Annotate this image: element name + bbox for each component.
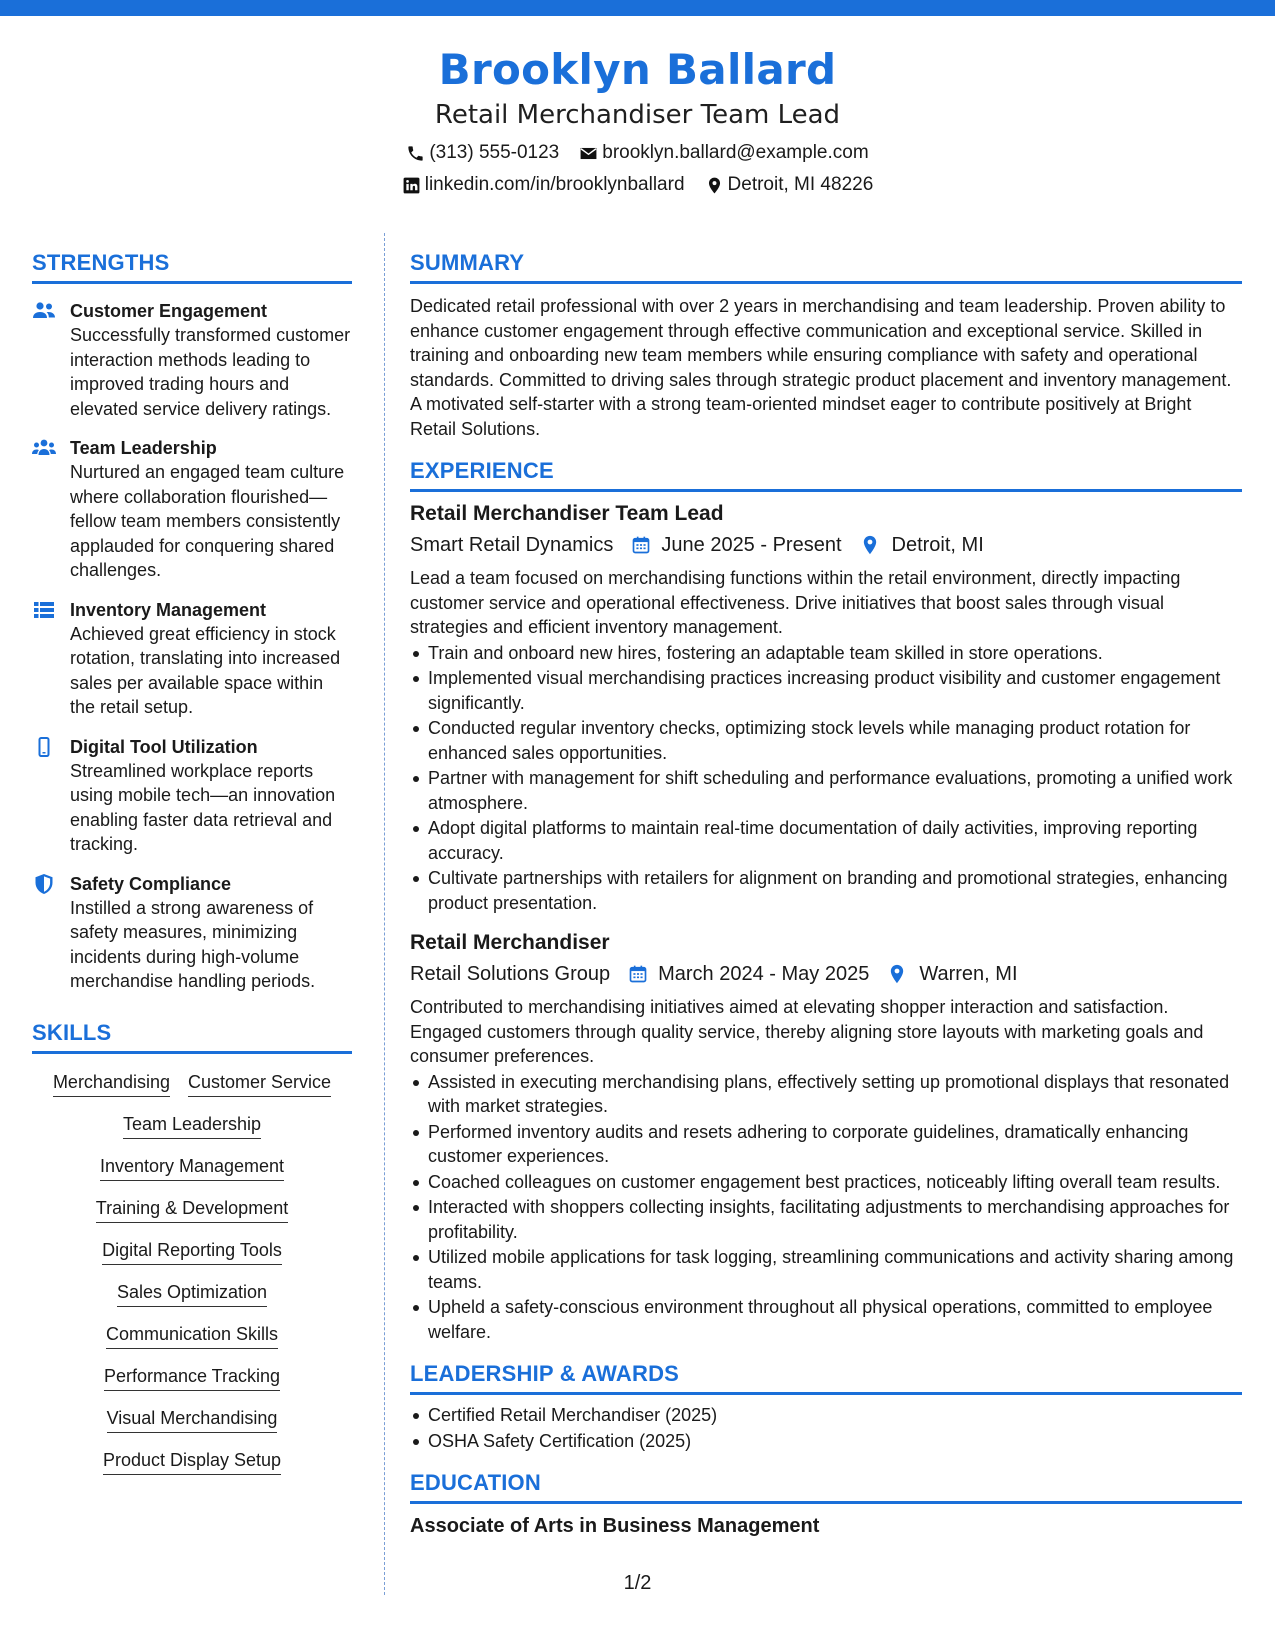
strength-desc: Nurtured an engaged team culture where collaboration flourished—fellow team members consistently applauded for conquering shared challenges. (70, 462, 345, 580)
map-pin-icon (860, 535, 880, 555)
bullet-item: Partner with management for shift scheduling and performance evaluations, promoting a unified work atmosphere. (410, 766, 1242, 815)
company-name: Retail Solutions Group (410, 963, 611, 985)
award-item: OSHA Safety Certification (2025) (410, 1429, 1242, 1454)
bullet-item: Conducted regular inventory checks, optimizing stock levels while managing product rotation for enhanced sales opportunities. (410, 716, 1242, 765)
envelope-icon (579, 144, 598, 163)
strength-title: Digital Tool Utilization (70, 736, 258, 757)
contact-location (705, 173, 874, 197)
bullet-item: Adopt digital platforms to maintain real-time documentation of daily activities, improving reporting accuracy. (410, 816, 1242, 865)
phone-icon (406, 144, 425, 163)
strength-desc: Successfully transformed customer interaction methods leading to improved trading hours and elevated service delivery ratings. (70, 325, 351, 419)
strength-item (32, 872, 352, 994)
job-location: Detroit, MI (891, 534, 984, 556)
calendar-icon (631, 535, 651, 555)
skill-tag: Customer Service (188, 1070, 331, 1097)
award-item: Certified Retail Merchandiser (2025) (410, 1403, 1242, 1428)
skill-tag: Training & Development (96, 1196, 288, 1223)
job-location: Warren, MI (919, 963, 1018, 985)
contact-phone (406, 141, 559, 165)
awards-heading: LEADERSHIP & AWARDS (410, 1361, 1242, 1395)
strength-title: Inventory Management (70, 599, 267, 620)
skill-tag: Sales Optimization (117, 1280, 267, 1307)
shield-icon (32, 874, 56, 894)
company-name: Smart Retail Dynamics (410, 534, 614, 556)
bullet-item: Performed inventory audits and resets adhering to corporate guidelines, dramatically enhancing customer experiences. (410, 1120, 1242, 1169)
skill-tag: Inventory Management (100, 1154, 284, 1181)
candidate-title: Retail Merchandiser Team Lead (434, 100, 841, 130)
job-meta (410, 961, 1242, 987)
map-pin-icon (705, 176, 724, 195)
job-entry (410, 929, 1242, 1344)
job-entry (410, 500, 1242, 915)
awards-list (410, 1403, 1242, 1453)
page-number: 1/2 (623, 1572, 652, 1594)
job-meta (410, 532, 1242, 558)
experience-heading: EXPERIENCE (410, 458, 1242, 492)
job-title: Retail Merchandiser (410, 931, 610, 954)
strength-item (32, 598, 352, 720)
strength-item (32, 735, 352, 857)
linkedin-icon (402, 176, 421, 195)
location-text: Detroit, MI 48226 (727, 174, 874, 195)
top-accent-bar (0, 0, 1275, 16)
users-icon (32, 301, 56, 321)
linkedin-url[interactable]: linkedin.com/in/brooklynballard (424, 174, 685, 195)
strength-desc: Instilled a strong awareness of safety measures, minimizing incidents during high-volume merchandise handling periods. (70, 897, 316, 991)
education-heading: EDUCATION (410, 1470, 1242, 1504)
strength-title: Safety Compliance (70, 873, 232, 894)
strengths-heading: STRENGTHS (32, 250, 352, 284)
candidate-name: Brooklyn Ballard (438, 45, 837, 94)
bullet-item: Implemented visual merchandising practices increasing product visibility and customer engagement significantly. (410, 666, 1242, 715)
bullet-item: Assisted in executing merchandising plans, effectively setting up promotional displays that resonated with market strategies. (410, 1070, 1242, 1119)
skill-tag: Product Display Setup (103, 1448, 281, 1475)
strength-title: Customer Engagement (70, 301, 268, 321)
summary-heading: SUMMARY (410, 250, 1242, 284)
bullet-item: Train and onboard new hires, fostering an adaptable team skilled in store operations. (410, 641, 1242, 666)
education-degree: Associate of Arts in Business Management (410, 1515, 820, 1537)
team-icon (32, 438, 56, 458)
bullet-item: Cultivate partnerships with retailers for alignment on branding and promotional strategies, enhancing product presentation. (410, 866, 1242, 915)
strength-item (32, 299, 352, 421)
phone-number: (313) 555-0123 (429, 142, 560, 163)
bullet-item: Upheld a safety-conscious environment throughout all physical operations, committed to employee welfare. (410, 1295, 1242, 1344)
skill-tag: Merchandising (53, 1070, 170, 1097)
skills-heading: SKILLS (32, 1020, 352, 1054)
skills-list (32, 1070, 352, 1475)
strength-desc: Streamlined workplace reports using mobile tech—an innovation enabling faster data retrieval and tracking. (70, 760, 336, 854)
column-divider (384, 233, 385, 1595)
job-dates: June 2025 - Present (661, 534, 842, 556)
strength-desc: Achieved great efficiency in stock rotation, translating into increased sales per available space within the retail setup. (70, 623, 341, 717)
right-column (410, 250, 1242, 1539)
job-dates: March 2024 - May 2025 (658, 963, 870, 985)
summary-text: Dedicated retail professional with over 2 years in merchandising and team leadership. Proven ability to enhance customer engagement through effective communication and exceptional service. Skilled in training and onboarding new team members while ensuring compliance with safety and operational standards. Committed to driving sales through strategic product placement and inventory management. A motivated self-starter with a strong team-oriented mindset eager to contribute positively at Bright Retail Solutions. (410, 296, 1232, 439)
job-bullets (410, 641, 1242, 916)
strength-title: Team Leadership (70, 438, 217, 458)
calendar-icon (628, 964, 648, 984)
left-column (32, 250, 352, 1475)
bullet-item: Interacted with shoppers collecting insights, facilitating adjustments to merchandising approaches for profitability. (410, 1195, 1242, 1244)
list-icon (32, 600, 56, 620)
strength-item (32, 436, 352, 583)
contact-row-2 (0, 173, 1275, 197)
job-description: Contributed to merchandising initiatives aimed at elevating shopper interaction and satisfaction. Engaged customers through quality service, thereby aligning store layouts with marketing goals and consumer preferences. (410, 997, 1204, 1066)
resume-header (0, 44, 1275, 197)
job-bullets (410, 1070, 1242, 1345)
email-address[interactable]: brooklyn.ballard@example.com (602, 142, 869, 163)
skill-tag: Team Leadership (123, 1112, 261, 1139)
skill-tag: Communication Skills (106, 1322, 278, 1349)
contact-linkedin[interactable] (402, 173, 685, 197)
mobile-icon (32, 737, 56, 757)
contact-email[interactable] (579, 141, 868, 165)
skill-tag: Performance Tracking (104, 1364, 280, 1391)
job-title: Retail Merchandiser Team Lead (410, 502, 724, 525)
skill-tag: Digital Reporting Tools (102, 1238, 282, 1265)
job-description: Lead a team focused on merchandising functions within the retail environment, directly impacting customer service and operational effectiveness. Drive initiatives that boost sales through visual strategies and efficient inventory management. (410, 568, 1181, 637)
bullet-item: Coached colleagues on customer engagement best practices, noticeably lifting overall team results. (410, 1170, 1242, 1195)
bullet-item: Utilized mobile applications for task logging, streamlining communications and activity sharing among teams. (410, 1245, 1242, 1294)
map-pin-icon (887, 964, 907, 984)
contact-row-1 (0, 141, 1275, 165)
skill-tag: Visual Merchandising (107, 1406, 278, 1433)
